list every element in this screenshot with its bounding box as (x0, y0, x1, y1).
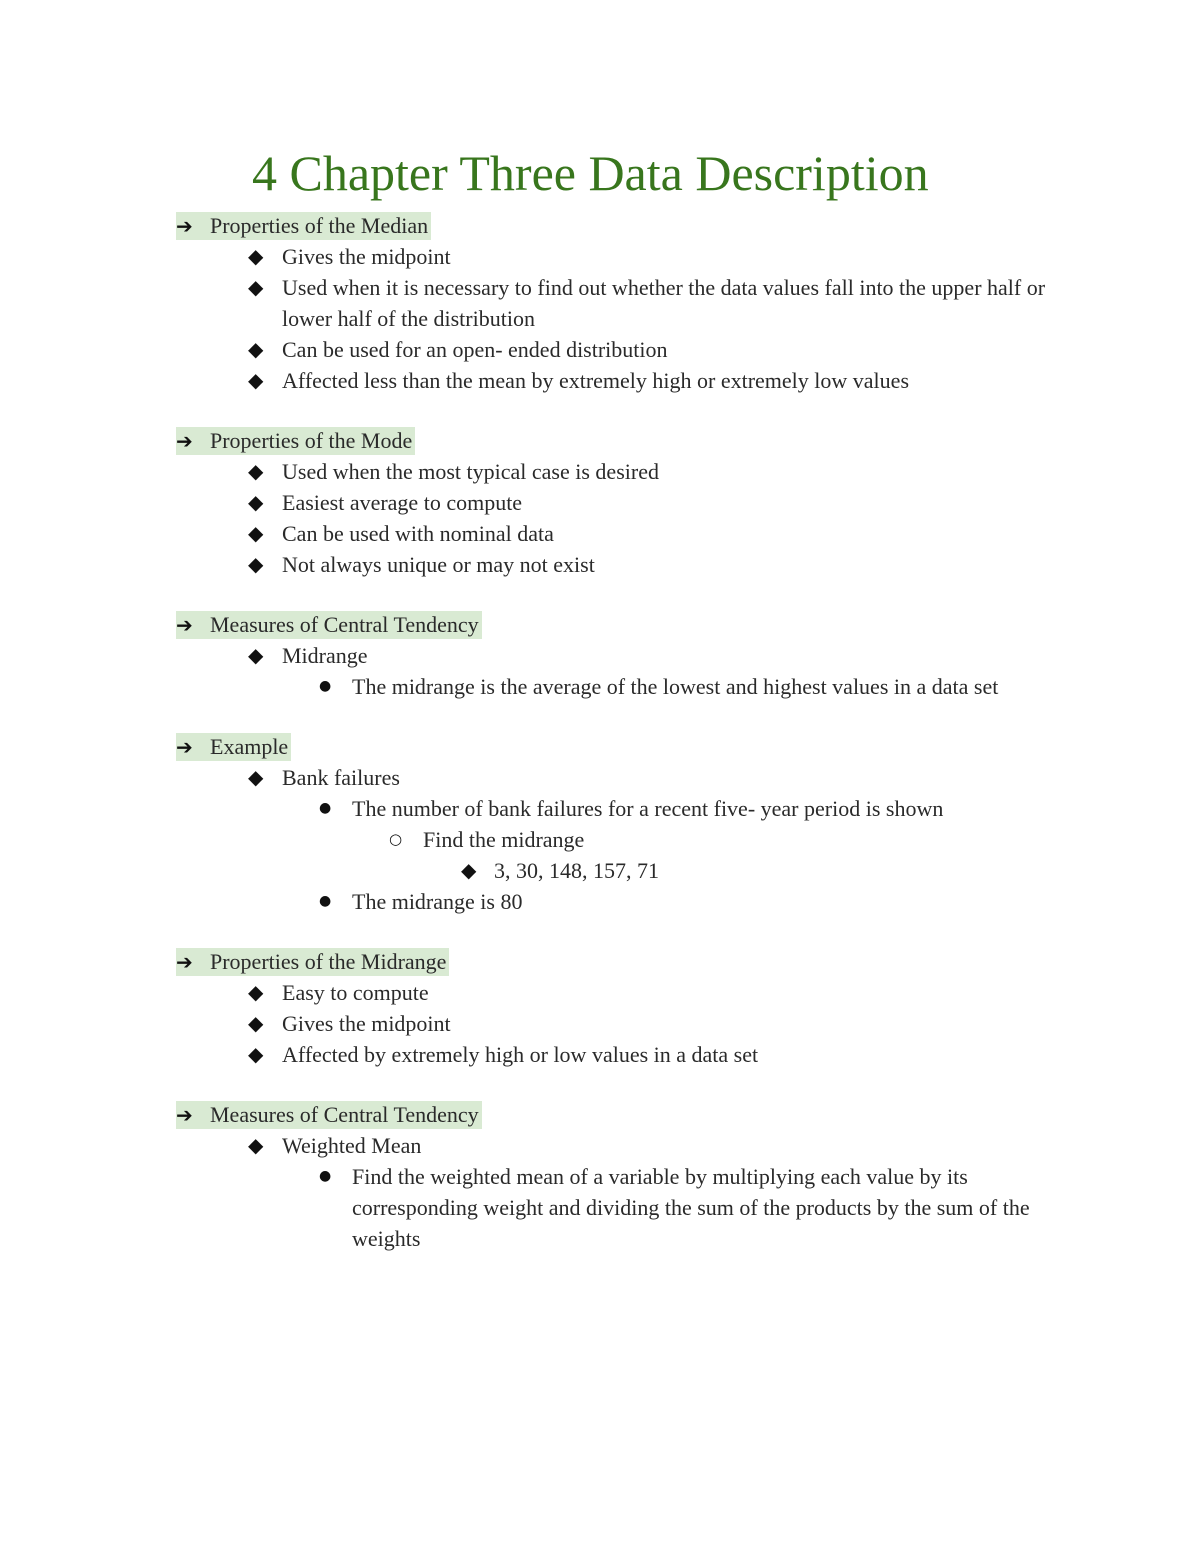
section-heading (176, 609, 1076, 640)
list-item-text: Used when the most typical case is desired (282, 459, 659, 484)
outline-list-level-1 (176, 456, 1076, 580)
list-item (176, 762, 1076, 793)
outline-section (176, 425, 1076, 580)
diamond-bullet-icon: ◆ (248, 490, 264, 514)
nested-list-wrapper (176, 855, 1076, 886)
section-heading-text: Properties of the Mode (210, 428, 413, 453)
list-item (176, 518, 1076, 549)
dot-bullet-icon: ● (319, 678, 332, 694)
section-heading-text: Measures of Central Tendency (210, 612, 479, 637)
heading-highlight (176, 948, 449, 976)
nested-list-wrapper (176, 793, 1076, 917)
list-item-text: Find the weighted mean of a variable by multiplying each value by its corresponding weight and dividing the sum of the products by the sum of the weights (352, 1164, 1030, 1251)
circle-bullet-icon: ○ (389, 830, 403, 848)
dot-bullet-icon: ● (319, 893, 332, 909)
diamond-bullet-icon: ◆ (248, 337, 264, 361)
list-item-text: The midrange is 80 (352, 889, 523, 914)
section-heading (176, 1099, 1076, 1130)
list-item-text: Affected less than the mean by extremely high or extremely low values (282, 368, 909, 393)
list-item (176, 365, 1076, 396)
list-item-text: 3, 30, 148, 157, 71 (494, 858, 659, 883)
diamond-bullet-icon: ◆ (461, 858, 477, 882)
diamond-bullet-icon: ◆ (248, 521, 264, 545)
diamond-bullet-icon: ◆ (248, 643, 264, 667)
section-heading-text: Example (210, 734, 289, 759)
list-item (176, 855, 1076, 886)
nested-list-wrapper (176, 824, 1076, 886)
list-item-text: Easiest average to compute (282, 490, 523, 515)
outline-section (176, 731, 1076, 917)
list-item (176, 456, 1076, 487)
arrow-right-icon: ➔ (176, 214, 193, 238)
section-heading (176, 425, 1076, 456)
outline-list-level-2 (176, 1161, 1076, 1254)
list-item-text: Bank failures (282, 765, 400, 790)
heading-highlight (176, 212, 431, 240)
nested-list-wrapper (176, 1161, 1076, 1254)
outline-section (176, 1099, 1076, 1254)
outline-list-level-1 (176, 640, 1076, 702)
list-item-text: Gives the midpoint (282, 1011, 451, 1036)
list-item (176, 1039, 1076, 1070)
list-item-text: The number of bank failures for a recent five- year period is shown (352, 796, 944, 821)
diamond-bullet-icon: ◆ (248, 1042, 264, 1066)
dot-bullet-icon: ● (319, 800, 332, 816)
nested-list-wrapper (176, 671, 1076, 702)
list-item (176, 1161, 1076, 1254)
list-item-text: Can be used with nominal data (282, 521, 554, 546)
outline-list-level-1 (176, 241, 1076, 396)
diamond-bullet-icon: ◆ (248, 1011, 264, 1035)
list-item (176, 241, 1076, 272)
outline-list-level-2 (176, 671, 1076, 702)
diamond-bullet-icon: ◆ (248, 765, 264, 789)
section-heading (176, 210, 1076, 241)
list-item-text: Easy to compute (282, 980, 429, 1005)
page-title: 4 Chapter Three Data Description (252, 145, 929, 201)
list-item (176, 272, 1076, 334)
heading-highlight (176, 733, 291, 761)
arrow-right-icon: ➔ (176, 613, 193, 637)
outline-list-level-3 (176, 824, 1076, 886)
diamond-bullet-icon: ◆ (248, 980, 264, 1004)
list-item (176, 487, 1076, 518)
heading-highlight (176, 1101, 482, 1129)
list-item (176, 671, 1076, 702)
outline-list-level-4 (176, 855, 1076, 886)
section-heading-text: Properties of the Median (210, 213, 429, 238)
diamond-bullet-icon: ◆ (248, 1133, 264, 1157)
outline-list-level-1 (176, 977, 1076, 1070)
list-item-text: Used when it is necessary to find out whether the data values fall into the upper half or lower half of the distribution (282, 275, 1046, 331)
list-item-text: Midrange (282, 643, 368, 668)
list-item (176, 1008, 1076, 1039)
list-item-text: The midrange is the average of the lowest and highest values in a data set (352, 674, 999, 699)
diamond-bullet-icon: ◆ (248, 368, 264, 392)
list-item (176, 977, 1076, 1008)
section-heading (176, 731, 1076, 762)
list-item (176, 334, 1076, 365)
outline-content (176, 210, 1076, 1283)
outline-section (176, 210, 1076, 396)
dot-bullet-icon: ● (319, 1168, 332, 1184)
section-heading-text: Measures of Central Tendency (210, 1102, 479, 1127)
list-item (176, 640, 1076, 671)
list-item (176, 1130, 1076, 1161)
arrow-right-icon: ➔ (176, 1103, 193, 1127)
diamond-bullet-icon: ◆ (248, 459, 264, 483)
list-item-text: Gives the midpoint (282, 244, 451, 269)
heading-highlight (176, 427, 415, 455)
arrow-right-icon: ➔ (176, 950, 193, 974)
list-item-text: Weighted Mean (282, 1133, 422, 1158)
diamond-bullet-icon: ◆ (248, 244, 264, 268)
diamond-bullet-icon: ◆ (248, 552, 264, 576)
outline-list-level-1 (176, 1130, 1076, 1254)
list-item-text: Can be used for an open- ended distribution (282, 337, 668, 362)
diamond-bullet-icon: ◆ (248, 275, 264, 299)
section-heading (176, 946, 1076, 977)
outline-section (176, 946, 1076, 1070)
outline-section (176, 609, 1076, 702)
list-item-text: Affected by extremely high or low values in a data set (282, 1042, 759, 1067)
list-item (176, 886, 1076, 917)
outline-list-level-2 (176, 793, 1076, 917)
list-item (176, 793, 1076, 824)
arrow-right-icon: ➔ (176, 735, 193, 759)
outline-list-level-1 (176, 762, 1076, 917)
heading-highlight (176, 611, 482, 639)
list-item (176, 824, 1076, 855)
list-item-text: Find the midrange (423, 827, 585, 852)
section-heading-text: Properties of the Midrange (210, 949, 447, 974)
list-item-text: Not always unique or may not exist (282, 552, 595, 577)
arrow-right-icon: ➔ (176, 429, 193, 453)
list-item (176, 549, 1076, 580)
